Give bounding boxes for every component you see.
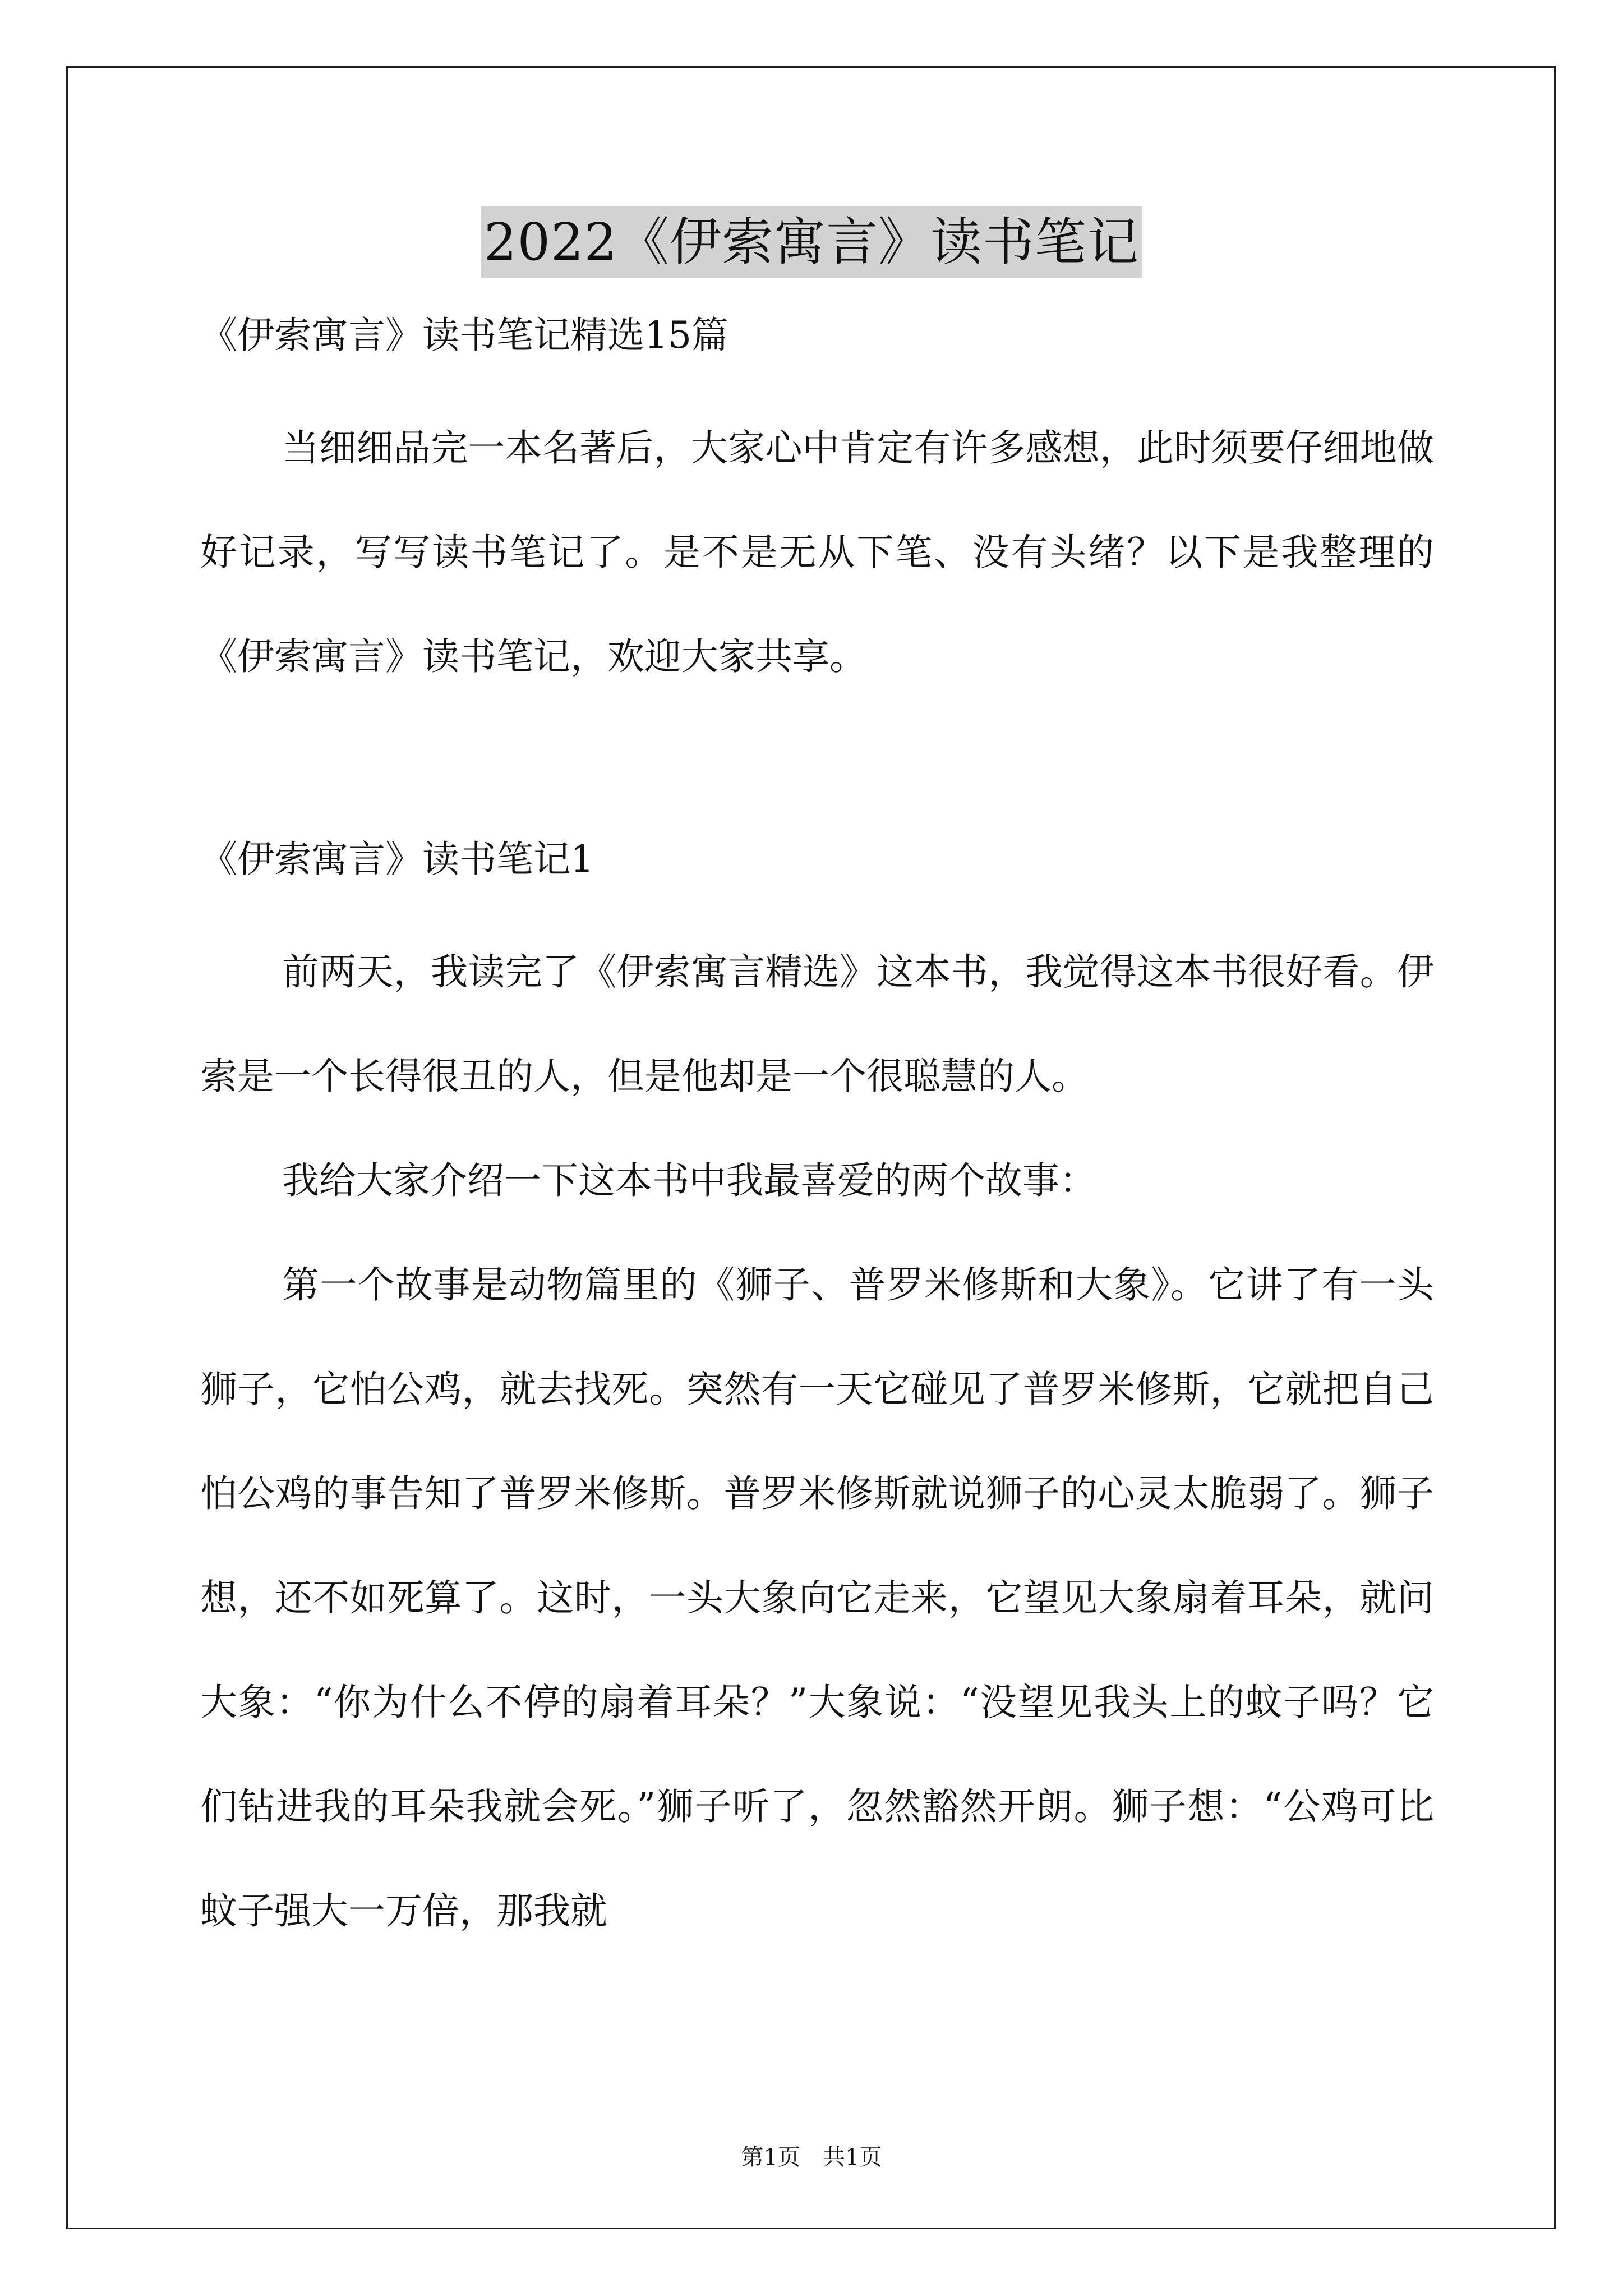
spacer <box>200 362 1434 396</box>
document-title: 2022《伊索寓言》读书笔记 <box>481 206 1142 278</box>
body-paragraph: 我给大家介绍一下这本书中我最喜爱的两个故事： <box>282 1159 1096 1202</box>
spacer <box>200 709 1434 832</box>
body-paragraph: 第一个故事是动物篇里的《狮子、普罗米修斯和大象》。它讲了有一头狮子，它怕公鸡，就去找死。突然有一天它碰见了普罗米修斯，它就把自己怕公鸡的事告知了普罗米修斯。普罗米修斯就说狮子的心灵太脆弱了。狮子想，还不如死算了。这时，一头大象向它走来，它望见大象扇着耳朵，就问大象：“你为什么不停的扇着耳朵？”大象说：“没望见我头上的蚊子吗？它们钻进我的耳朵我就会死。”狮子听了，忽然豁然开朗。狮子想：“公鸡可比蚊子强大一万倍，那我就 <box>200 1263 1434 1932</box>
section-heading: 《伊索寓言》读书笔记1 <box>200 838 594 881</box>
spacer <box>200 886 1434 920</box>
page-footer: 第1页 共1页 <box>741 2145 882 2170</box>
title-container <box>0 206 1623 278</box>
document-body <box>200 309 1434 1963</box>
subtitle: 《伊索寓言》读书笔记精选15篇 <box>200 314 728 357</box>
intro-paragraph: 当细细品完一本名著后，大家心中肯定有许多感想，此时须要仔细地做好记录，写写读书笔记了。是不是无从下笔、没有头绪？以下是我整理的《伊索寓言》读书笔记，欢迎大家共享。 <box>200 426 1434 678</box>
body-paragraph: 前两天，我读完了《伊索寓言精选》这本书，我觉得这本书很好看。伊索是一个长得很丑的人，但是他却是一个很聪慧的人。 <box>200 950 1434 1098</box>
